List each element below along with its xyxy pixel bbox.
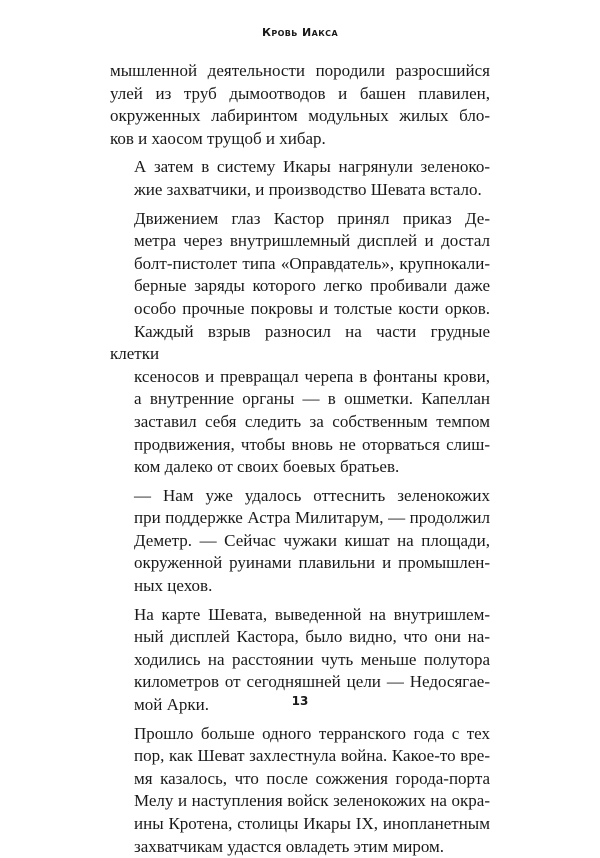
paragraph: [110, 60, 490, 150]
text-line: окруженных лабиринтом модульных жилых бло-: [110, 106, 490, 126]
text-line: ком далеко от своих боевых братьев.: [134, 457, 400, 477]
text-line: окруженной руинами плавильни и промышлен-: [134, 553, 490, 573]
text-line: заставил себя следить за собственным темпом: [134, 411, 490, 431]
text-line: а внутренние органы — в ошметки. Капеллан: [134, 389, 490, 409]
text-line: продвижения, чтобы вновь не оторваться слиш-: [134, 434, 490, 454]
text-line: Каждый взрыв разносил на части грудные клетки: [110, 321, 490, 364]
text-line: Мелу и наступления войск зеленокожих на окра-: [134, 791, 490, 811]
paragraph: [110, 156, 490, 201]
text-line: На карте Шевата, выведенной на внутришлем-: [134, 604, 490, 624]
text-line: Деметр. — Сейчас чужаки кишат на площади,: [134, 530, 490, 550]
text-line: берные заряды которого легко пробивали даже: [134, 276, 490, 296]
text-line: захватчикам удастся овладеть этим миром.: [134, 836, 445, 856]
paragraph: [110, 485, 490, 598]
paragraph: [110, 723, 490, 858]
text-line: ков и хаосом трущоб и хибар.: [110, 128, 326, 148]
text-line: А затем в систему Икары нагрянули зеленоко-: [134, 157, 490, 177]
text-line: улей из труб дымоотводов и башен плавилен,: [110, 83, 490, 103]
text-line: при поддержке Астра Милитарум, — продолжил: [134, 508, 490, 528]
text-line: пор, как Шеват захлестнула война. Какое-то вре-: [134, 746, 490, 766]
text-line: мышленной деятельности породили разросшийся: [110, 61, 490, 80]
text-line: Движением глаз Кастор принял приказ Де-: [134, 208, 490, 228]
text-line: метра через внутришлемный дисплей и достал: [134, 231, 490, 251]
text-line: ных цехов.: [134, 576, 213, 596]
body-text: [110, 60, 490, 858]
text-line: мой Арки.: [134, 695, 209, 715]
text-line: ходились на расстоянии чуть меньше полутора: [134, 649, 490, 669]
text-line: километров от сегодняшней цели — Недосягае-: [134, 672, 490, 692]
running-header: Кровь Иакса: [261, 26, 339, 39]
text-line: ный дисплей Кастора, было видно, что они на-: [134, 627, 490, 647]
text-line: особо прочные покровы и толстые кости орков.: [134, 298, 490, 318]
text-line: жие захватчики, и производство Шевата встало.: [134, 179, 482, 199]
text-line: мя казалось, что после сожжения города-порта: [134, 768, 490, 788]
text-line: ины Кротена, столицы Икары IX, инопланетным: [134, 814, 490, 833]
text-line: — Нам уже удалось оттеснить зеленокожих: [134, 485, 490, 505]
page-number: 13: [291, 694, 309, 708]
paragraph: [110, 208, 490, 479]
text-line: болт-пистолет типа «Оправдатель», крупнокали-: [134, 253, 490, 273]
text-line: ксеносов и превращал черепа в фонтаны крови,: [134, 366, 490, 386]
text-line: Прошло больше одного терранского года с тех: [134, 723, 490, 743]
